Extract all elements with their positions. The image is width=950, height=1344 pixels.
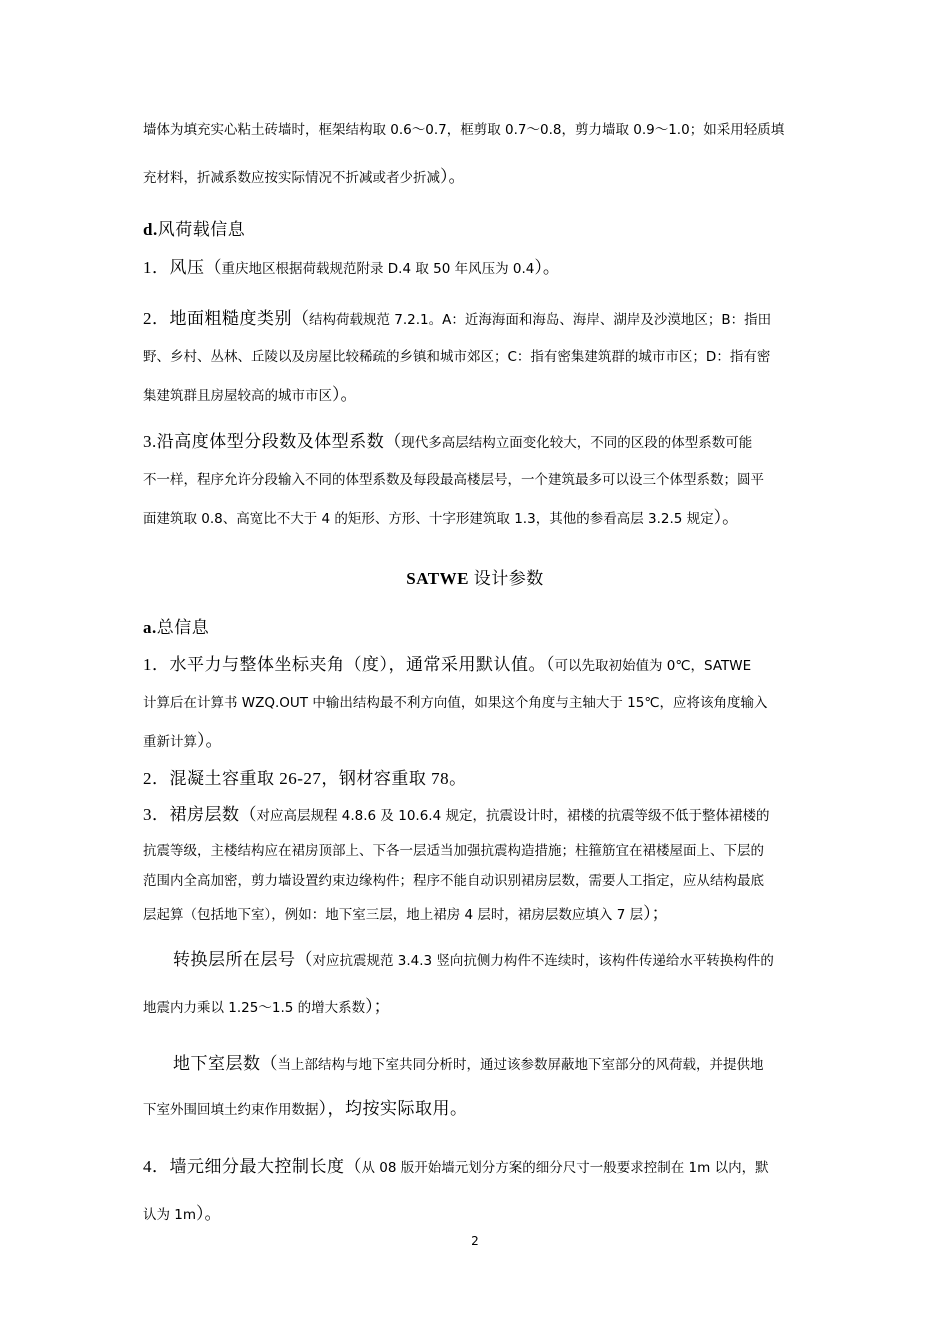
wind-item-2-note-1: 结构荷载规范 7.2.1。A：近海海面和海岛、海岸、湖岸及沙漠地区；B：指田 <box>309 312 772 328</box>
wall-line-2-close: ）。 <box>440 167 466 186</box>
wind-item-2-open: （ <box>292 309 309 328</box>
wall-line-2-text: 充材料，折减系数应按实际情况不折减或者少折减 <box>143 170 440 186</box>
satwe-item-4-close: ）。 <box>196 1204 222 1223</box>
wind-item-2-note-3: 集建筑群且房屋较高的城市市区 <box>143 388 332 404</box>
wind-item-1-label: 1．风压 <box>143 258 205 277</box>
satwe-item-4-open: （ <box>344 1157 362 1176</box>
satwe-title-rest: 设计参数 <box>468 569 544 588</box>
basement-note-2: 下室外围回填土约束作用数据 <box>143 1102 319 1118</box>
satwe-item-3-note-1: 对应高层规程 4.8.6 及 10.6.4 规定，抗震设计时，裙楼的抗震等级不低于整体裙楼的 <box>256 808 770 824</box>
transfer-layer-note-1: 对应抗震规范 3.4.3 竖向抗侧力构件不连续时，该构件传递给水平转换构件的 <box>312 953 774 969</box>
wall-line-2 <box>143 162 811 187</box>
wind-heading-prefix: d. <box>143 220 158 239</box>
satwe-item-3-note-3: 范围内全高加密，剪力墙设置约束边缘构件；程序不能自动识别裙房层数，需要人工指定，应从结构最底 <box>143 873 764 889</box>
wind-item-1 <box>143 253 811 278</box>
general-heading-text: 总信息 <box>156 618 210 637</box>
wind-item-2 <box>143 300 811 415</box>
satwe-item-1-open: （ <box>546 655 555 674</box>
satwe-item-4-label: 4．墙元细分最大控制长度 <box>143 1157 345 1176</box>
satwe-item-3-note-4: 层起算（包括地下室），例如：地下室三层，地上裙房 4 层时，裙房层数应填入 7 层 <box>143 907 644 923</box>
satwe-item-3 <box>143 796 811 934</box>
basement-label: 地下室层数 <box>173 1054 261 1073</box>
wind-item-2-note-2: 野、乡村、丛林、丘陵以及房屋比较稀疏的乡镇和城市郊区；C：指有密集建筑群的城市市区；D：指有密 <box>143 349 771 365</box>
transfer-layer-close: ）； <box>365 997 391 1016</box>
wind-item-3-label: 3.沿高度体型分段数及体型系数 <box>143 432 385 451</box>
satwe-item-1-label: 1．水平力与整体坐标夹角（度），通常采用默认值。 <box>143 655 546 674</box>
wind-item-3-close: ）。 <box>713 508 740 527</box>
satwe-item-3-close: ）； <box>643 904 669 923</box>
wind-section-heading <box>143 215 811 240</box>
basement-close: ），均按实际取用。 <box>318 1099 468 1118</box>
wind-item-1-note: 重庆地区根据荷载规范附录 D.4 取 50 年风压为 0.4 <box>221 261 535 277</box>
wall-line-1: 墙体为填充实心粘土砖墙时，框架结构取 0.6～0.7，框剪取 0.7～0.8，剪力墙取 0.9～1.0；如采用轻质填 <box>143 122 785 138</box>
wall-infill-paragraph <box>143 118 811 187</box>
wind-item-2-label: 2．地面粗糙度类别 <box>143 309 292 328</box>
transfer-layer-open: （ <box>295 950 313 969</box>
general-heading-prefix: a. <box>143 618 157 637</box>
satwe-item-2: 2．混凝土容重取 26-27，钢材容重取 78。 <box>143 769 467 788</box>
satwe-item-1-note-2: 计算后在计算书 WZQ.OUT 中输出结构最不利方向值，如果这个角度与主轴大于 15℃，应将该角度输入 <box>143 695 768 711</box>
wind-heading-text: 风荷载信息 <box>157 220 246 239</box>
satwe-item-1-close: ）。 <box>197 731 223 750</box>
wind-item-1-close: ）。 <box>534 258 560 277</box>
satwe-item-4 <box>143 1152 811 1224</box>
wind-item-2-close: ）。 <box>332 385 358 404</box>
satwe-item-1 <box>143 646 811 761</box>
satwe-item-1-note-3: 重新计算 <box>143 734 197 750</box>
page-number: 2 <box>471 1234 479 1248</box>
wind-item-3-note-2: 不一样，程序允许分段输入不同的体型系数及每段最高楼层号，一个建筑最多可以设三个体型系数；圆平 <box>143 472 764 488</box>
basement-note-1: 当上部结构与地下室共同分析时，通过该参数屏蔽地下室部分的风荷载，并提供地 <box>277 1057 764 1073</box>
satwe-item-3-note-2: 抗震等级，主楼结构应在裙房顶部上、下各一层适当加强抗震构造措施；柱箍筋宜在裙楼屋面上、下层的 <box>143 843 764 859</box>
wind-item-3-note-1: 现代多高层结构立面变化较大，不同的区段的体型系数可能 <box>401 435 753 451</box>
wind-item-3-open: （ <box>384 432 402 451</box>
basement-item <box>143 1049 811 1119</box>
wind-item-3 <box>143 423 811 538</box>
wind-item-1-open: （ <box>204 258 222 277</box>
satwe-title <box>0 564 950 589</box>
satwe-item-3-open: （ <box>239 805 257 824</box>
basement-open: （ <box>260 1054 278 1073</box>
transfer-layer-note-2: 地震内力乘以 1.25～1.5 的增大系数 <box>143 1000 366 1016</box>
satwe-item-4-note-2: 认为 1m <box>143 1207 197 1223</box>
satwe-item-4-note-1: 从 08 版开始墙元划分方案的细分尺寸一般要求控制在 1m 以内，默 <box>361 1160 769 1176</box>
transfer-layer-label: 转换层所在层号 <box>173 950 296 969</box>
general-info-heading <box>143 613 811 638</box>
satwe-item-1-note-1: 可以先取初始值为 0℃，SATWE <box>554 658 752 674</box>
satwe-title-bold: SATWE <box>406 569 469 588</box>
satwe-item-3-label: 3．裙房层数 <box>143 805 240 824</box>
wind-item-3-note-3: 面建筑取 0.8、高宽比不大于 4 的矩形、方形、十字形建筑取 1.3，其他的参看高层 3.2.5 规定 <box>143 511 714 527</box>
transfer-layer-item <box>143 945 811 1017</box>
